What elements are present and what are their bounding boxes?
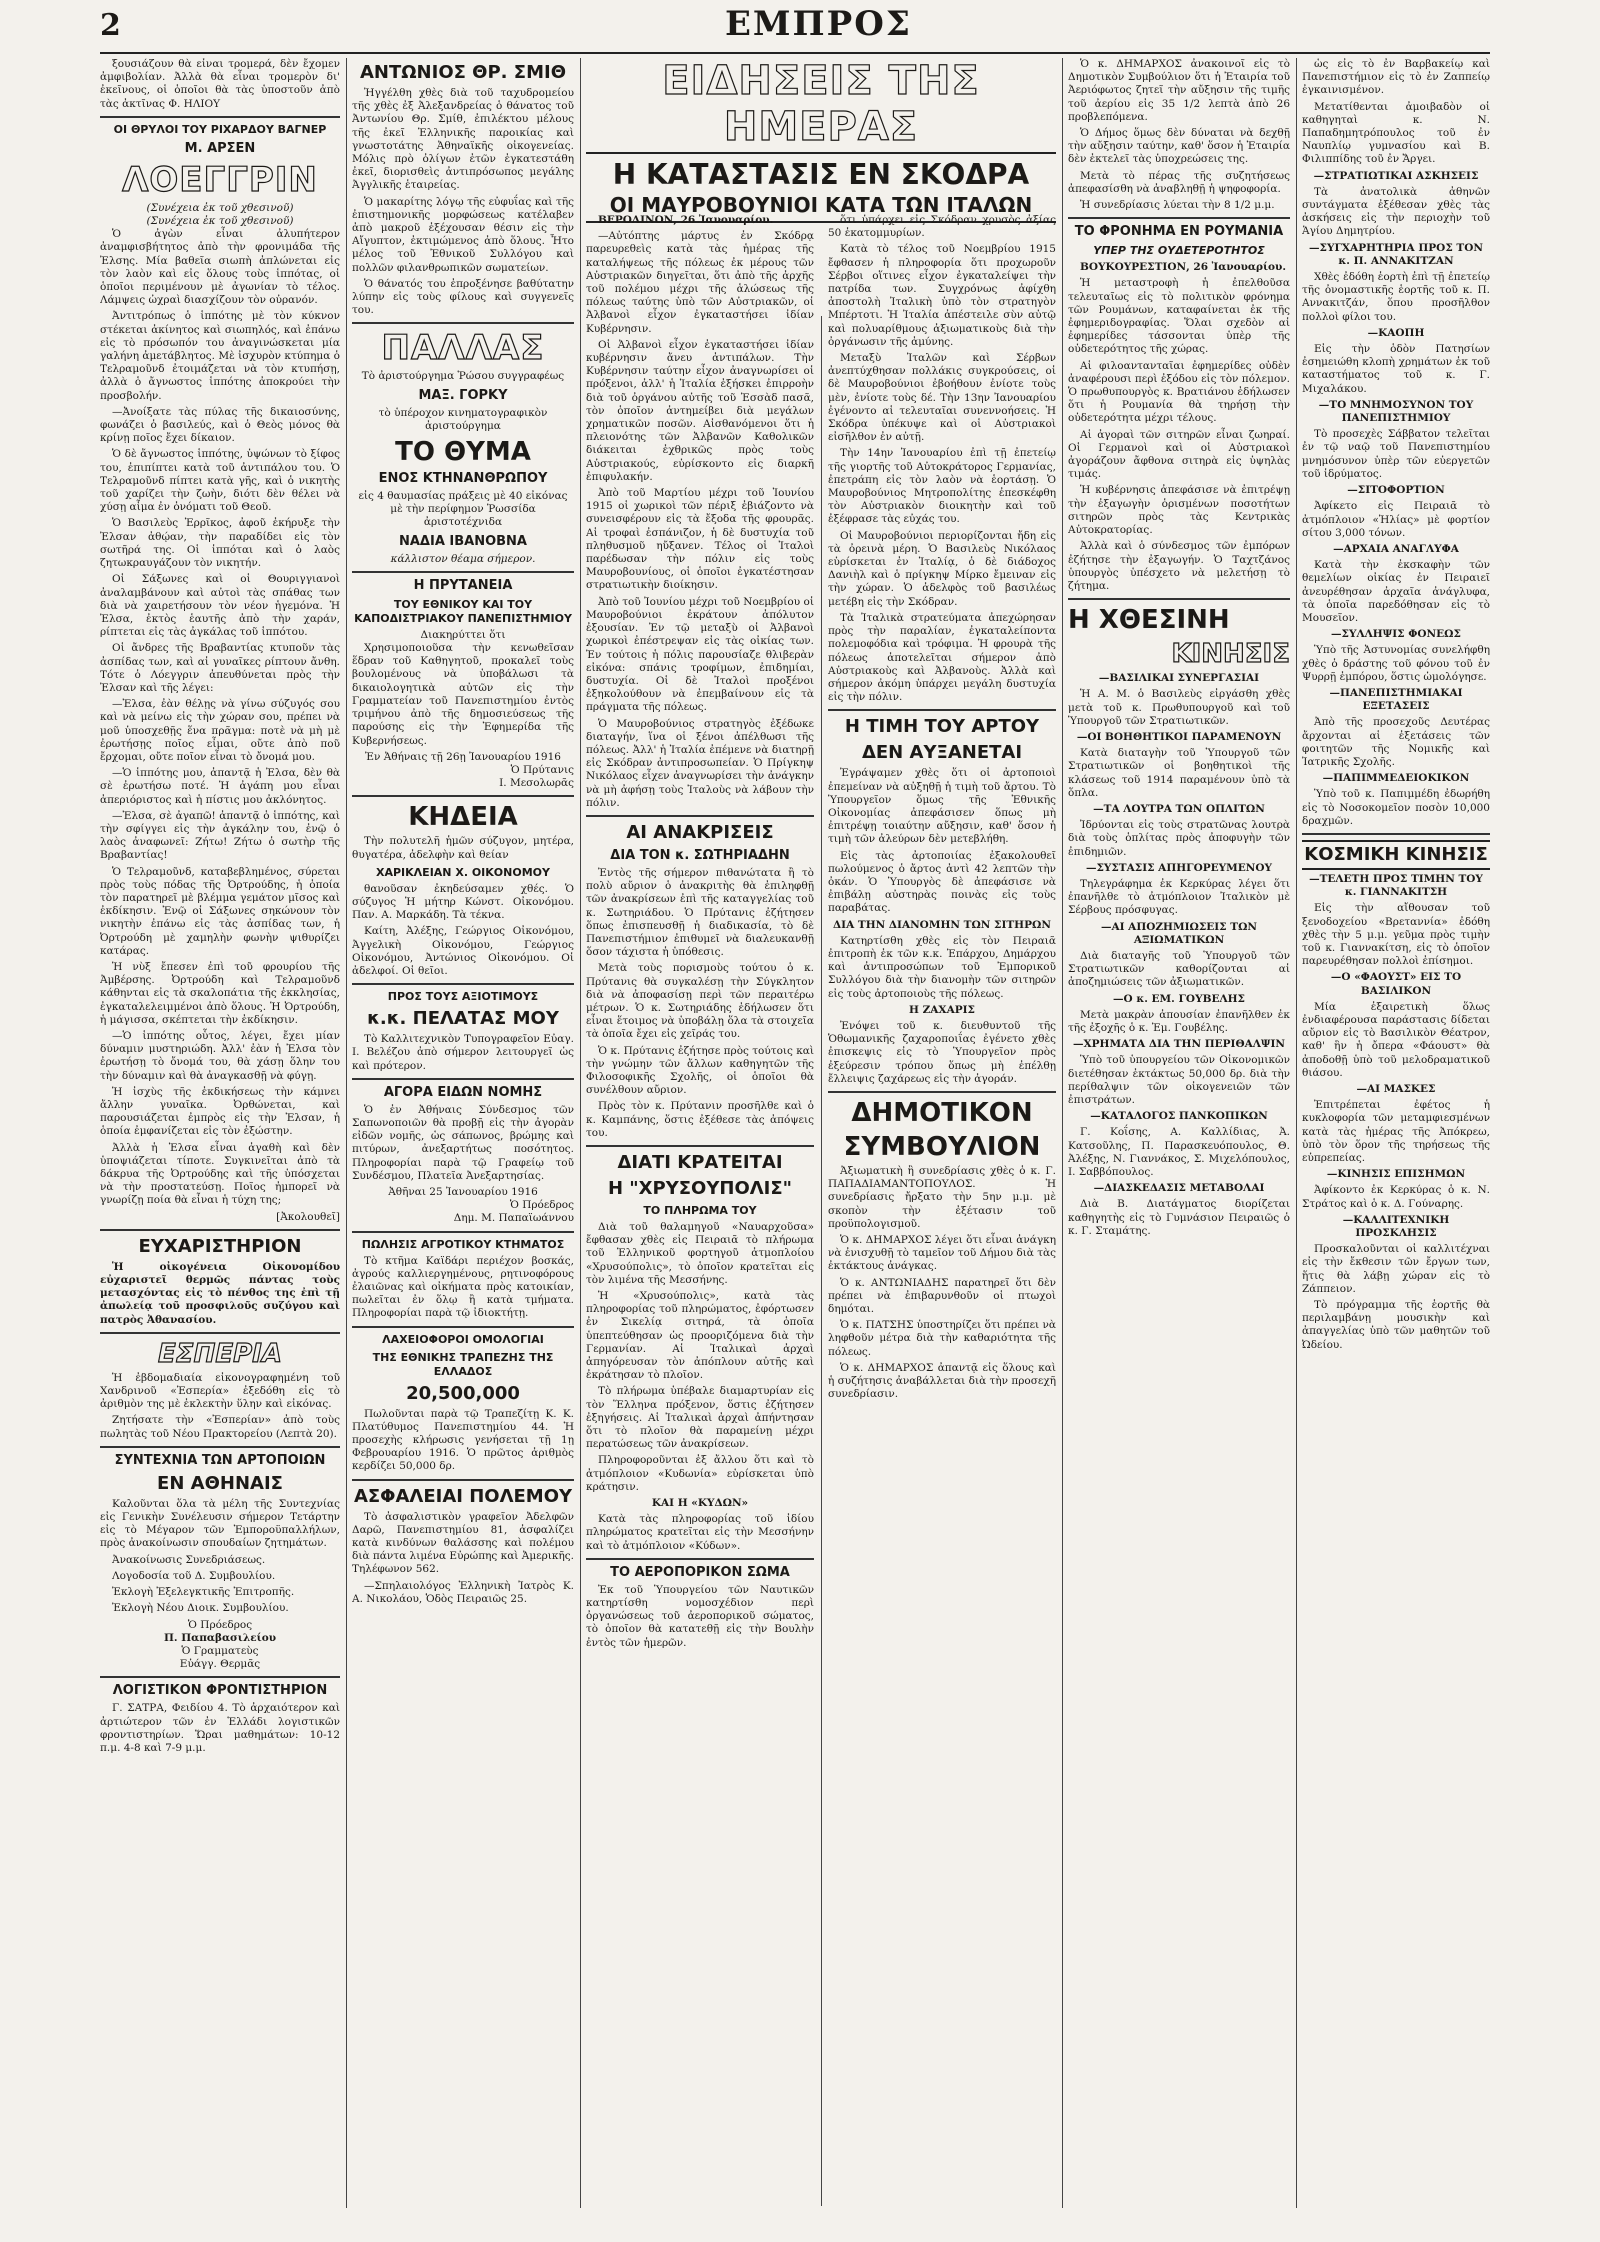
inquiry-title: ΑΙ ΑΝΑΚΡΙΣΕΙΣ <box>626 821 774 843</box>
serial-paragraph: Οἱ ἄνδρες τῆς Βραβαντίας κτυποῦν τὰς ἀσπίδας των, καὶ αἱ γυναῖκες ρίπτουν ἄνθη. Τότε ὁ Λόεγγριν ἀπευθύνεται πρὸς τὴν Ἐλσαν καὶ τῆς λέγει: <box>100 642 340 694</box>
council-text: Ὁ κ. ΔΗΜΑΡΧΟΣ ἀπαντᾷ εἰς ὅλους καὶ ἡ συζήτησις ἀναβάλλεται διὰ τὴν προσεχῆ συνεδρίασιν. <box>828 1361 1056 1401</box>
news-banner: ΕΙΔΗΣΕΙΣ ΤΗΣ ΗΜΕΡΑΣ <box>586 58 1056 154</box>
pallas-title: ΠΑΛΛΑΣ <box>381 328 545 369</box>
romania-dateline: ΒΟΥΚΟΥΡΕΣΤΙΟΝ, 26 Ἰανουαρίου. <box>1080 261 1287 274</box>
news-item-heading: —Ο κ. ΕΜ. ΓΟΥΒΕΛΗΣ <box>1113 992 1245 1005</box>
inquiry-text: Ὁ κ. Πρύτανις ἐζήτησε πρὸς τούτοις καὶ τὴν γνώμην τῶν ἄλλων καθηγητῶν τῆς Φιλοσοφικῆς Σχολῆς, οἱ ὁποῖοι θὰ συνέλθουν αὔριον. <box>586 1044 814 1097</box>
news-item-heading: —ΚΑΤΑΛΟΓΟΣ ΠΑΝΚΟΠΙΚΩΝ <box>1090 1110 1268 1123</box>
divider <box>352 983 574 985</box>
news-item-text: Ἡ Α. Μ. ὁ Βασιλεὺς εἰργάσθη χθὲς μετὰ τοῦ κ. Πρωθυπουργοῦ καὶ τοῦ Ὑπουργοῦ τῶν Στρατιωτικῶν. <box>1068 688 1290 727</box>
news-item-text: Ὑπὸ τῆς Ἀστυνομίας συνελήφθη χθὲς ὁ δράστης τοῦ φόνου τοῦ ἐν Ψυρρῇ ἐμπόρου, ὅστις ὡμολόγησε. <box>1302 644 1490 683</box>
news-paragraph: —Αὐτόπτης μάρτυς ἐν Σκόδρᾳ παρευρεθεὶς κατὰ τὰς ἡμέρας τῆς καταλήψεως τῆς πόλεως ἐκ μέρους τῶν Αὐστριακῶν διηγεῖται, ὅτι ἀπὸ τῆς ἀρχῆς τοῦ πολέμου μέχρι τῆς ἁλώσεως τῆς πόλεως ταύτης ὑπὸ τῶν Αὐστριακῶν, οἱ Ἀλβανοὶ εἶχον ἐγκαταστήσει ἰδίαν Κυβέρνησιν. <box>586 230 814 335</box>
bakers-item: Λογοδοσία τοῦ Δ. Συμβουλίου. <box>112 1569 276 1582</box>
divider <box>828 709 1056 711</box>
divider <box>828 1091 1056 1093</box>
serial-paragraph: —Ἐλσα, ἐὰν θέλῃς νὰ γίνω σύζυγός σου καὶ νὰ μείνω εἰς τὴν χώραν σου, πρέπει νὰ μοῦ ὑποσχεθῇς ἕνα πρᾶγμα: ποτὲ νὰ μὴ μὲ ἐρωτήσῃς ποῖος εἶμαι, οὔτε ἀπὸ ποῦ ἔρχομαι, οὔτε ποῖον εἶναι τὸ ὄνομά μου. <box>100 698 340 763</box>
serial-paragraph: Ὁ Τελραμοῦνδ, καταβεβλημένος, σύρεται πρὸς τοὺς πόδας τῆς Ὀρτρούδης, ἡ ὁποία τὸν παρατηρεῖ μὲ βλέμμα γεμάτον μῖσος καὶ ἐκδίκησιν. Ἐνῷ οἱ Σάξωνες σηκώνουν τὸν νικητὴν ἐπάνω εἰς τὰς ἀσπίδας των, ἡ Ὀρτρούδη μὲ χαμηλὴν φωνὴν ψιθυρίζει κατάρας. <box>100 865 340 957</box>
news-column-a <box>586 208 814 1653</box>
news-item-heading: —ΣΥΓΧΑΡΗΤΗΡΙΑ ΠΡΟΣ ΤΟΝ κ. Π. ΑΝΝΑΚΙΤΖΑΝ <box>1309 241 1483 267</box>
news-paragraph: Οἱ Μαυροβούνιοι περιορίζονται ἤδη εἰς τὰ ὀρεινὰ μέρη. Ὁ Βασιλεὺς Νικόλαος εὑρίσκεται ἐν Ἰταλίᾳ, ὁ δὲ διάδοχος Δανιὴλ καὶ ὁ πρίγκηψ Μίρκο ἔμειναν εἰς τὴν χώραν. Ὁ ἀδελφὸς τοῦ βασιλέως μετέβη εἰς τὴν Σκόδραν. <box>828 529 1056 608</box>
ship-text: Πληροφοροῦνται ἐξ ἄλλου ὅτι καὶ τὸ ἀτμόπλοιον «Κυδωνία» εὑρίσκεται ὑπὸ κράτησιν. <box>586 1454 814 1493</box>
aviation-text: Ἐκ τοῦ Ὑπουργείου τῶν Ναυτικῶν κατηρτίσθη νομοσχέδιον περὶ ὀργανώσεως τοῦ ἀεροπορικοῦ σώματος, τὸ ὁποῖον θὰ κατατεθῇ εἰς τὴν Βουλὴν ἐντὸς τῶν ἡμερῶν. <box>586 1583 814 1649</box>
news-item-text: Διὰ διαταγῆς τοῦ Ὑπουργοῦ τῶν Στρατιωτικῶν καθορίζονται αἱ ἀποζημιώσεις τῶν ἀξιωματικῶν. <box>1068 949 1290 989</box>
society-title: ΚΟΣΜΙΚΗ ΚΙΝΗΣΙΣ <box>1302 840 1490 870</box>
dateline: ΒΕΡΟΛΙΝΟΝ, 26 Ἰανουαρίου. <box>598 214 774 226</box>
ship-text: Τὸ πλήρωμα ὑπέβαλε διαμαρτυρίαν εἰς τὸν Ἕλληνα πρόξενον, ὅστις ἐζήτησεν ἐξηγήσεις. Αἱ Ἰταλικαὶ ἀρχαὶ ἀπήντησαν ὅτι τὸ πλοῖον θὰ παραμείνῃ μέχρι περατώσεως τῶν ἀνακρίσεων. <box>586 1385 814 1451</box>
news-item-heading: —ΣΥΣΤΑΣΙΣ ΑΠΗΓΟΡΕΥΜΕΝΟΥ <box>1085 861 1273 874</box>
obituary-text: Ἠγγέλθη χθὲς διὰ τοῦ ταχυδρομείου τῆς χθὲς ἐξ Ἀλεξανδρείας ὁ θάνατος τοῦ Ἀντωνίου Θρ. Σμίθ, ἐπιλέκτου μέλους τῆς ἐκεῖ Ἑλληνικῆς παροικίας καὶ γνωστοτάτης Ἀθηναϊκῆς οἰκογενείας. Μόλις πρὸ ὀλίγων ἐτῶν ἐγκατεστάθη ἐκεῖ, διορισθεὶς ἀντιπρόσωπος μεγάλης Ἀγγλικῆς ἑταιρείας. <box>352 87 574 192</box>
pallas-author: ΜΑΞ. ΓΟΡΚΥ <box>418 387 508 403</box>
obituary-text: Ὁ μακαρίτης λόγῳ τῆς εὐφυΐας καὶ τῆς ἐπιστημονικῆς μορφώσεως κατέλαβεν ἀπὸ μακροῦ ἐξέχουσαν θέσιν εἰς τὴν Αἴγυπτον, ἐκτιμώμενος ἀπὸ ὅλους. Ἦτο μέλος τοῦ Ἐθνικοῦ Συλλόγου καὶ πολλῶν φιλανθρωπικῶν σωματείων. <box>352 195 574 274</box>
serial-paragraph: Ὁ Βασιλεὺς Ἐρρῖκος, ἀφοῦ ἐκήρυξε τὴν Ἐλσαν ἀθῴαν, τὴν παραδίδει εἰς τὸν σωτῆρά της. Οἱ ἱππόται καὶ ὁ λαὸς ζητωκραυγάζουν τὸν νικητήν. <box>100 517 340 570</box>
romania-text: Ἀλλὰ καὶ ὁ σύνδεσμος τῶν ἐμπόρων ἐζήτησε τὴν ἐξαγωγήν. Ὁ Ταχτζάνος ὑπουργὸς ὑπέσχετο νὰ μελετήσῃ τὸ ζήτημα. <box>1068 540 1290 592</box>
news-item-heading: —ΟΙ ΒΟΗΘΗΤΙΚΟΙ ΠΑΡΑΜΕΝΟΥΝ <box>1076 730 1282 743</box>
main-subhead: ΟΙ ΜΑΥΡΟΒΟΥΝΙΟΙ ΚΑΤΑ ΤΩΝ ΙΤΑΛΩΝ <box>586 192 1056 223</box>
pallas-subtitle: Τὸ ἀριστούργημα Ῥώσου συγγραφέως <box>361 370 565 383</box>
news-item-text: Μία ἐξαιρετικὴ ὅλως ἐνδιαφέρουσα παράστασις δίδεται αὔριον εἰς τὸ Βασιλικὸν Θέατρον, καθ' ἣν ἡ ὄπερα «Φάουστ» θὰ ἀποδοθῇ ὑπὸ τοῦ μελοδραματικοῦ θιάσου. <box>1302 1000 1490 1079</box>
serial-kicker: ΟΙ ΘΡΥΛΟΙ ΤΟΥ ΡΙΧΑΡΔΟΥ ΒΑΓΝΕΡ <box>113 122 327 136</box>
prytaneia-title-2: ΤΟΥ ΕΘΝΙΚΟΥ ΚΑΙ ΤΟΥ ΚΑΠΟΔΙΣΤΡΙΑΚΟΥ ΠΑΝΕΠΙΣΤΗΜΙΟΥ <box>354 597 572 625</box>
news-paragraph: Κατὰ τὸ τέλος τοῦ Νοεμβρίου 1915 ἔφθασεν ἡ πληροφορία ὅτι προχωροῦν Σέρβοι οἵτινες εἶχον ἐγκαταλείψει τὴν πατρίδα των. Συγχρόνως ἀφίχθη ἀποστολὴ Ἰταλικὴ ὑπὸ τὸν στρατηγὸν Μπέρτοτι. Ἡ Ἰταλία ἀπέστειλε σὺν αὐτῷ καὶ πολυαρίθμους ἀξιωματικοὺς διὰ τὴν ὀργάνωσιν τῆς ἀμύνης. <box>828 243 1056 348</box>
thanks-text: Ἡ οἰκογένεια Οἰκονομίδου εὐχαριστεῖ θερμῶς πάντας τοὺς μετασχόντας εἰς τὸ πένθος της ἐπὶ τῇ ἀπωλείᾳ τοῦ προσφιλοῦς συζύγου καὶ πατρὸς Ἀθανασίου. <box>100 1260 340 1326</box>
market-title: ΑΓΟΡΑ ΕΙΔΩΝ ΝΟΜΗΣ <box>383 1084 543 1100</box>
ship-title: ΔΙΑΤΙ ΚΡΑΤΕΙΤΑΙ <box>617 1152 783 1173</box>
pallas-film-title: ΤΟ ΘΥΜΑ <box>395 437 531 468</box>
divider <box>586 815 814 817</box>
news-item-heading: —ΧΡΗΜΑΤΑ ΔΙΑ ΤΗΝ ΠΕΡΙΘΑΛΨΙΝ <box>1073 1038 1285 1051</box>
news-item-heading: —ΑΡΧΑΙΑ ΑΝΑΓΛΥΦΑ <box>1333 542 1459 555</box>
wheat-title: ΔΙΑ ΤΗΝ ΔΙΑΝΟΜΗΝ ΤΩΝ ΣΙΤΗΡΩΝ <box>833 918 1051 931</box>
news-item-heading: —ΣΥΛΛΗΨΙΣ ΦΟΝΕΩΣ <box>1331 628 1461 641</box>
funeral-text: θανοῦσαν ἐκηδεύσαμεν χθές. Ὁ σύζυγος Ἡ μήτηρ Κώνστ. Οἰκονόμου. Παν. Α. Μαρκάδη. Τὰ τέκνα. <box>352 882 574 922</box>
council-cont-text: Ὁ Δήμος ὅμως δὲν δύναται νὰ δεχθῇ τὴν αὔξησιν ταύτην, καθ' ὅσον ἡ Ἐταιρία δὲν ἐκτελεῖ τὰς ὑποχρεώσεις της. <box>1068 127 1290 166</box>
news-item-text: Ὑπὸ τοῦ κ. Παπιμμέδη ἐδωρήθη εἰς τὸ Νοσοκομεῖον ποσὸν 10,000 δραχμῶν. <box>1302 788 1490 827</box>
divider <box>1302 833 1490 835</box>
funeral-text: Καίτη, Ἀλέξης, Γεώργιος Οἰκονόμου, Ἀγγελικὴ Οἰκονόμου, Γεώργιος Οἰκονόμου, Ἀντώνιος Οἰκονόμου. Οἱ ἀδελφοί. Οἱ θεῖοι. <box>352 925 574 977</box>
column-divider <box>346 58 347 2208</box>
council-title: ΔΗΜΟΤΙΚΟΝ <box>851 1097 1033 1128</box>
column-5-text: Μετατίθενται ἀμοιβαδὸν οἱ καθηγηταὶ κ. Ν. Παπαδημητρόπουλος τοῦ ἐν Ναυπλίῳ γυμνασίου καὶ Β. Φιλιππίδης τοῦ ἐν Ἄργει. <box>1302 100 1490 166</box>
bread-title: Η ΤΙΜΗ ΤΟΥ ΑΡΤΟΥ <box>844 716 1040 738</box>
pallas-subtitle-2: τὸ ὑπέροχον κινηματογραφικὸν ἀριστούργημα <box>378 406 548 432</box>
romania-text: Ἡ κυβέρνησις ἀπεφάσισε νὰ ἐπιτρέψῃ τὴν ἐξαγωγὴν ὁρισμένων ποσοτήτων σιτηρῶν πρὸς τὰς Κεντρικὰς Αὐτοκρατορίας. <box>1068 484 1290 537</box>
news-item-heading: —ΚΙΝΗΣΙΣ ΕΠΙΣΗΜΩΝ <box>1326 1168 1466 1181</box>
sugar-text: Ἐνόψει τοῦ κ. διευθυντοῦ τῆς Ὁθωμανικῆς ζαχαροποιΐας ἐγένετο χθὲς ἐπισκεψις εἰς τὸ Ὑπουργεῖον πρὸς ἐξεύρεσιν τρόπου ὅπως μὴ ἐπέλθῃ ἔλλειψις ζαχάρεως εἰς τὴν ἀγοράν. <box>828 1019 1056 1085</box>
news-item-text: Τὸ προσεχὲς Σάββατον τελεῖται ἐν τῷ ναῷ τοῦ Πανεπιστημίου μνημόσυνον ὑπὲρ τῶν εὐεργετῶν τοῦ ἱδρύματος. <box>1302 428 1490 480</box>
ship-text: Διὰ τοῦ θαλαμηγοῦ «Ναυαρχοῦσα» ἔφθασαν χθὲς εἰς Πειραιᾶ τὸ πλήρωμα τοῦ Ἑλληνικοῦ φορτηγοῦ ἀτμοπλοίου «Χρυσούπολις», τὸ ὁποῖον κρατεῖται εἰς τὸν λιμένα τῆς Μεσσήνης. <box>586 1221 814 1286</box>
serial-paragraph: —Ὁ ἱππότης μου, ἀπαντᾷ ἡ Ἐλσα, δὲν θὰ σὲ ἐρωτήσω ποτέ. Ἡ ἀγάπη μου εἶναι ἀπεριόριστος καὶ ἡ πίστις μου ἀκλόνητος. <box>100 767 340 806</box>
ship-title-2: Η "ΧΡΥΣΟΥΠΟΛΙΣ" <box>607 1178 793 1199</box>
bakers-signature: Π. Παπαβασιλείου <box>164 1631 276 1644</box>
news-item-heading: —ΠΑΠΙΜΜΕΔΕΙΟΚΙΚΟΝ <box>1322 772 1470 785</box>
aviation-title: ΤΟ ΑΕΡΟΠΟΡΙΚΟΝ ΣΩΜΑ <box>610 1564 790 1580</box>
news-item-text: Κατὰ διαταγὴν τοῦ Ὑπουργοῦ τῶν Στρατιωτικῶν οἱ βοηθητικοὶ τῆς κλάσεως τοῦ 1914 παραμένουν ὑπὸ τὰ ὅπλα. <box>1068 747 1290 799</box>
news-paragraph: Τὰ Ἰταλικὰ στρατεύματα ἀπεχώρησαν πρὸς τὴν παραλίαν, ἐγκαταλείποντα πολεμοφόδια καὶ τρόφιμα. Ἡ φρουρὰ τῆς πόλεως ἀποτελεῖται σήμερον ἀπὸ Αὐστριακοὺς καὶ Ἀλβανοὺς. Ἀλλὰ καὶ σήμερον ἀκόμη ὑπάρχει μεγάλη δυστυχία εἰς τὴν πόλιν. <box>828 611 1056 704</box>
divider <box>352 795 574 797</box>
divider <box>352 322 574 324</box>
news-paragraph: ὅτι ὑπάρχει εἰς Σκόδραν χρυσὸς ἀξίας 50 ἑκατομμυρίων. <box>828 214 1056 240</box>
news-item-text: Τηλεγράφημα ἐκ Κερκύρας λέγει ὅτι ἐπανῆλθε τὸ ἀτμόπλοιον Ἰταλικὸν μὲ Σέρβους πρόσφυγας. <box>1068 877 1290 917</box>
prytaneia-signature: Ὁ Πρύτανις <box>510 763 574 776</box>
esperia-text: Ἡ ἐβδομαδιαία εἰκονογραφημένη τοῦ Χανδρινοῦ «Ἐσπερία» ἐξεδόθη εἰς τὸ ἀριθμὸν της μὲ ἐκλεκτὴν ὕλην καὶ εἰκόνας. <box>100 1371 340 1411</box>
intro-text: ξουσιάζουν θὰ εἶναι τρομερά, δὲν ἔχομεν ἀμφιβολίαν. Ἀλλὰ θὰ εἶναι τρομερὸν δι' ἐκεῖνους, οἱ ὁποῖοι θὰ τὰς ὑποστοῦν ἀπὸ τὰς ἀκτῖνας Φ. ΗΛΙΟΥ <box>100 58 340 110</box>
news-item-heading: —ΚΑΛΛΙΤΕΧΝΙΚΗ ΠΡΟΣΚΛΗΣΙΣ <box>1342 1213 1450 1240</box>
council-cont-text: Μετὰ τὸ πέρας τῆς συζητήσεως ἀπεφασίσθη νὰ ἀναβληθῇ ἡ ψηφοφορία. <box>1068 169 1290 195</box>
divider <box>352 1231 574 1233</box>
divider <box>100 1446 340 1448</box>
news-paragraph: Τὴν 14ην Ἰανουαρίου ἐπὶ τῇ ἐπετείῳ τῆς γιορτῆς τοῦ Αὐτοκράτορος Γερμανίας, ἐπετράπη εἰς τὸν λαὸν νὰ ἑορτάσῃ. Ὁ Μαυροβούνιος Μητροπολίτης ἐπεσκέφθη τὸν Αὐστριακὸν διοικητὴν καὶ τοῦ ἐξέφρασε τὰς εὐχάς του. <box>828 447 1056 526</box>
clients-title-2: κ.κ. ΠΕΛΑΤΑΣ ΜΟΥ <box>367 1008 559 1030</box>
obituary-title: ΑΝΤΩΝΙΟΣ ΘΡ. ΣΜΙΘ <box>359 62 566 83</box>
council-text: Ὁ κ. ΠΑΤΣΗΣ ὑποστηρίζει ὅτι πρέπει νὰ ληφθοῦν μέτρα διὰ τὴν καθαριότητα τῆς πόλεως. <box>828 1319 1056 1358</box>
romania-text: Ἡ μεταστροφὴ ἡ ἐπελθοῦσα τελευταῖως εἰς τὸ πολιτικὸν φρόνημα τῶν Ρουμάνων, καταφαίνεται ἐκ τῆς ἐφημεριδογραφίας. Ὅλαι σχεδὸν αἱ ἐφημερίδες τάσσονται ὑπὲρ τῆς οὐδετερότητος τῆς χώρας. <box>1068 277 1290 356</box>
news-item-heading: —ΤΑ ΛΟΥΤΡΑ ΤΩΝ ΟΠΛΙΤΩΝ <box>1093 802 1265 815</box>
romania-title: ΤΟ ΦΡΟΝΗΜΑ ΕΝ ΡΟΥΜΑΝΙΑ <box>1074 224 1284 240</box>
bakers-item: Ἀνακοίνωσις Συνεδριάσεως. <box>112 1553 266 1566</box>
news-item-text: Ἀπὸ τῆς προσεχοῦς Δευτέρας ἄρχονται αἱ ἐξετάσεις τῶν φοιτητῶν τῆς Νομικῆς καὶ Ἰατρικῆς Σχολῆς. <box>1302 716 1490 768</box>
pallas-star: ΝΑΔΙΑ ΙΒΑΝΟΒΝΑ <box>398 533 527 549</box>
news-column-b <box>828 208 1056 1404</box>
serial-title: ΛΟΕΓΓΡΙΝ <box>122 159 318 200</box>
bonds-title-2: ΤΗΣ ΕΘΝΙΚΗΣ ΤΡΑΠΕΖΗΣ ΤΗΣ ΕΛΛΑΔΟΣ <box>372 1350 554 1378</box>
column-4 <box>1068 58 1290 2208</box>
serial-continued: (Συνέχεια ἐκ τοῦ χθεσινοῦ) <box>146 201 294 214</box>
thanks-title: ΕΥΧΑΡΙΣΤΗΡΙΟΝ <box>138 1235 302 1257</box>
doctor-text: —Σπηλαιολόγος Ἑλληνικὴ Ἰατρὸς Κ. Α. Νικολάου, Ὁδὸς Πειραιῶς 25. <box>352 1579 574 1605</box>
news-paragraph: Ὁ Μαυροβούνιος στρατηγὸς ἐξέδωκε διαταγήν, ἵνα οἱ ξένοι ἀπέλθωσι τῆς πόλεως. Ἀλλ' ἡ Ἰταλία ἐπέμενε νὰ διατηρῇ εἰς Σκόδραν ἀντιπροσωπείαν. Ὁ Πρίγκηψ Νικόλαος εἶχεν ἀναγνωρίσει τὴν ἀνάγκην νὰ μὴ ἀφήσῃ τοὺς Ἰταλοὺς νὰ λάβουν τὴν πόλιν. <box>586 717 814 809</box>
column-5-text: ὡς εἰς τὸ ἐν Βαρβακείῳ καὶ Πανεπιστήμιον εἰς τὸ ἐν Ζαππείῳ ἐγκαινισμένον. <box>1302 58 1490 97</box>
column-5 <box>1302 58 1490 2208</box>
serial-continued-2: (Συνέχεια ἐκ τοῦ χθεσινοῦ) <box>146 215 294 228</box>
bread-title-2: ΔΕΝ ΑΥΞΑΝΕΤΑΙ <box>861 742 1023 764</box>
column-2 <box>352 58 574 2208</box>
divider <box>352 1326 574 1328</box>
serial-paragraph: Ἀλλὰ ἡ Ἐλσα εἶναι ἀγαθὴ καὶ δὲν ὑποψιάζεται τίποτε. Συγκινεῖται ἀπὸ τὰ δάκρυα τῆς Ὀρτρούδης καὶ τῆς ὑπόσχεται νὰ τὴν προστατεύσῃ. Ποῖος ἠμπορεῖ νὰ γνωρίζῃ ποία θὰ εἶναι ἡ τύχη της; <box>100 1141 340 1207</box>
estate-title: ΠΩΛΗΣΙΣ ΑΓΡΟΤΙΚΟΥ ΚΤΗΜΑΤΟΣ <box>361 1237 565 1251</box>
council-text: Ἀξιωματικὴ ἢ συνεδρίασις χθὲς ὁ κ. Γ. ΠΑΠΑΔΙΑΜΑΝΤΟΠΟΥΛΟΣ. Ἡ συνεδρίασις ἤρξατο τὴν 5ην μ.μ. μὲ σκοπὸν τὴν ἐξέτασιν τοῦ προϋπολογισμοῦ. <box>828 1164 1056 1230</box>
ship-subhead: ΚΑΙ Η «ΚΥΔΩΝ» <box>651 1497 749 1510</box>
news-paragraph: Ἀπὸ τοῦ Ἰουνίου μέχρι τοῦ Νοεμβρίου οἱ Μαυροβούνιοι ἐκράτουν ἀπόλυτον ἐξουσίαν. Ἐν τῷ μεταξὺ οἱ Ἀλβανοὶ χωρικοὶ ἐπέστρεψαν εἰς τὰς οἰκίας των. Ἐν τούτοις ἡ πόλις παρουσίαζε θλιβερὰν εἰκόνα: σπάνις τροφίμων, ἐπιδημίαι, δυστυχία. Οἱ δὲ Ἰταλοὶ προξένοι ἐξηκολούθουν νὰ ἐπεμβαίνουν εἰς τὰ πράγματα τῆς πόλεως. <box>586 595 814 714</box>
bakers-item: Ἐκλογὴ Νέου Διοικ. Συμβουλίου. <box>112 1602 289 1615</box>
bonds-title: ΛΑΧΕΙΟΦΟΡΟΙ ΟΜΟΛΟΓΙΑΙ <box>382 1332 544 1346</box>
serial-paragraph: Ἡ νὺξ ἔπεσεν ἐπὶ τοῦ φρουρίου τῆς Ἀμβέρσης. Ὀρτρούδη καὶ Τελραμοῦνδ κάθηνται εἰς τὰ σκαλοπάτια τῆς ἐκκλησίας, ἐγκαταλελειμμένοι ἀπὸ ὅλους. Ἡ Ὀρτρούδη, ἡ μάγισσα, σκέπτεται τὴν ἐκδίκησιν. <box>100 960 340 1026</box>
news-item-heading: —ΤΕΛΕΤΗ ΠΡΟΣ ΤΙΜΗΝ ΤΟΥ κ. ΓΙΑΝΝΑΚΙΤΣΗ <box>1309 872 1483 899</box>
bakers-signature: Ὁ Πρόεδρος <box>187 1618 253 1631</box>
ship-text: Ἡ «Χρυσούπολις», κατὰ τὰς πληροφορίας τοῦ πληρώματος, ἐφόρτωσεν ἐν Σικελίᾳ σιτηρά, τὰ ὁποῖα ὑπεπτεύθησαν ὡς προοριζόμενα διὰ τὴν Γερμανίαν. Αἱ Ἰταλικαὶ ἀρχαὶ ἀπηγόρευσαν τὸν ἀπόπλουν αὐτῆς καὶ ἐκράτησαν τὸ πλοῖον. <box>586 1290 814 1382</box>
prytaneia-signature: Ι. Μεσολωρᾶς <box>499 777 574 790</box>
serial-paragraph: Ὁ δὲ ἄγνωστος ἱππότης, ὑψώνων τὸ ξίφος του, ἐπιπίπτει κατὰ τοῦ ἀντιπάλου του. Ὁ Τελραμοῦνδ πίπτει κατὰ γῆς, καὶ ὁ νικητὴς τοῦ χαρίζει τὴν ζωὴν, διότι δὲν θέλει νὰ χύσῃ αἷμα ἐν ὀνόματι τοῦ Θεοῦ. <box>100 448 340 514</box>
news-item-text: Ὑπὸ τοῦ ὑπουργείου τῶν Οἰκονομικῶν διετέθησαν ἐκτάκτως 50,000 δρ. διὰ τὴν περίθαλψιν τῶν οἰκογενειῶν τῶν ἐπιστράτων. <box>1068 1054 1290 1106</box>
news-item-heading: —ΔΙΑΣΚΕΔΑΣΙΣ ΜΕΤΑΒΟΛΑΙ <box>1093 1182 1265 1195</box>
column-divider <box>1062 58 1063 2208</box>
council-title-2: ΣΥΜΒΟΥΛΙΟΝ <box>843 1131 1041 1162</box>
council-cont-text: Ὁ κ. ΔΗΜΑΡΧΟΣ ἀνακοινοῖ εἰς τὸ Δημοτικὸν Συμβούλιον ὅτι ἡ Ἐταιρία τοῦ Ἀεριόφωτος ζητεῖ τὴν αὔξησιν τῆς τιμῆς τοῦ ἀερίου εἰς 35 1/2 λεπτὰ ἀπὸ 26 προβλεπόμενα. <box>1068 58 1290 123</box>
news-item-heading: —ΠΑΝΕΠΙΣΤΗΜΙΑΚΑΙ ΕΞΕΤΑΣΕΙΣ <box>1329 686 1463 713</box>
serial-paragraph: Οἱ Σάξωνες καὶ οἱ Θουριγγιανοὶ ἀναλαμβάνουν καὶ αὐτοὶ τὰς σπάθας των διὰ νὰ χαιρετήσουν τὸν νέον ἡγεμόνα. Ἡ Ἐλσα, ἐκτὸς ἑαυτῆς ἀπὸ τὴν χαράν, ρίπτεται εἰς τὰς ἀγκάλας τοῦ ἱππότου. <box>100 573 340 639</box>
column-1 <box>100 58 340 2208</box>
column-divider <box>1296 58 1297 2208</box>
inquiry-text: Μετὰ τοὺς πορισμοὺς τούτου ὁ κ. Πρύτανις θὰ συγκαλέσῃ τὴν Σύγκλητον διὰ νὰ ἀποφασίσῃ περὶ τῶν περαιτέρω μέτρων. Ὁ κ. Σωτηριάδης ἐδήλωσεν ὅτι εἶναι ἕτοιμος νὰ ὑποβάλῃ ὅλα τὰ στοιχεῖα τὰ ὁποῖα ἔχει εἰς χεῖράς του. <box>586 962 814 1041</box>
esperia-line: Ζητήσατε τὴν «Ἐσπερίαν» ἀπὸ τοὺς πωλητὰς τοῦ Νέου Πρακτορείου (Λεπτὰ 20). <box>100 1414 340 1440</box>
pallas-film-title-2: ΕΝΟΣ ΚΤΗΝΑΝΘΡΩΠΟΥ <box>378 471 548 487</box>
news-item-text: Προσκαλοῦνται οἱ καλλιτέχναι εἰς τὴν ἔκθεσιν τῶν ἔργων των, ἥτις θὰ λάβῃ χώραν εἰς τὸ Ζάππειον. <box>1302 1243 1490 1295</box>
serial-paragraph: Ἡ ἰσχὺς τῆς ἐκδικήσεως τὴν κάμνει ἄλλην γυναῖκα. Ὀρθώνεται, καὶ παρουσιάζεται ἐμπρὸς εἰς τὴν Ἐλσαν, ἡ ὁποία ἐμφανίζεται εἰς τὸν ἐξώστην. <box>100 1085 340 1138</box>
divider <box>100 116 340 118</box>
divider <box>100 1229 340 1231</box>
sugar-title: Η ΖΑΧΑΡΙΣ <box>909 1003 975 1016</box>
war-insurance-text: Τὸ ἀσφαλιστικὸν γραφεῖον Ἀδελφῶν Δαρῶ, Πανεπιστημίου 81, ἀσφαλίζει κατὰ κινδύνων θαλάσσης καὶ πολέμου διὰ πάντα λιμένα Εὐρώπης καὶ Ἀμερικῆς. Τηλέφωνον 562. <box>352 1510 574 1576</box>
divider <box>100 1676 340 1678</box>
divider <box>352 1078 574 1080</box>
bread-text: Ἐγράψαμεν χθὲς ὅτι οἱ ἀρτοποιοὶ ἐπεμείναν νὰ αὐξηθῇ ἡ τιμὴ τοῦ ἄρτου. Τὸ Ὑπουργεῖον ὅμως τῆς Ἐθνικῆς Οἰκονομίας ἀπεφάσισεν ὅπως μὴ ἐπιτρέψῃ τοιαύτην αὔξησιν, καθ' ὅσον ἡ τιμὴ τῶν ἀλεύρων δὲν μετεβλήθη. <box>828 767 1056 846</box>
news-paragraph: Οἱ Ἀλβανοὶ εἶχον ἐγκαταστήσει ἰδίαν κυβέρνησιν ἄνευ ἀντιπάλων. Τὴν Κυβέρνησιν ταύτην εἶχον ἀναγνωρίσει οἱ πρόξενοι, ἀλλ' ἡ Ἰταλία ἐξήσκει ἐπιρροὴν διὰ τοῦ ὀργάνου αὐτῆς τοῦ Ἐσσὰδ πασᾶ, τὸν ὁποῖον ἀντημείβει διὰ μεγάλων χρηματικῶν ποσῶν. Αἰσθανόμενοι ὅτι ἡ πλειονότης τῶν Ἀλβανῶν Καθολικῶν διάκειται ἐχθρικῶς πρὸς τοὺς Αὐστριακούς, εὐρίσκοντο εἰς διαρκῆ ἐπιφυλακήν. <box>586 338 814 483</box>
war-insurance-title: ΑΣΦΑΛΕΙΑΙ ΠΟΛΕΜΟΥ <box>353 1485 573 1507</box>
bakers-item: Ἐκλογὴ Ἐξελεγκτικῆς Ἐπιτροπῆς. <box>112 1586 295 1599</box>
prytaneia-date: Ἐν Ἀθήναις τῇ 26ῃ Ἰανουαρίου 1916 <box>365 750 561 763</box>
news-item-text: Εἰς τὴν αἴθουσαν τοῦ ξενοδοχείου «Βρεταννία» ἐδόθη χθὲς τὴν 5 μ.μ. γεῦμα πρὸς τιμὴν τοῦ κ. Γιαννακίτση, εἰς τὸ ὁποῖον παρευρέθησαν πολλοὶ ἐπίσημοι. <box>1302 902 1490 968</box>
bakers-signature: Ὁ Γραμματεὺς <box>181 1644 259 1657</box>
news-item-text: Μετὰ μακρὰν ἀπουσίαν ἐπανῆλθεν ἐκ τῆς ἐξοχῆς ὁ κ. Ἐμ. Γουβέλης. <box>1068 1008 1290 1034</box>
divider <box>352 571 574 573</box>
funeral-text: Τὴν πολυτελῆ ἡμῶν σύζυγον, μητέρα, θυγατέρα, ἀδελφὴν καὶ θείαν <box>352 835 574 861</box>
column-3-news <box>586 58 1056 2208</box>
pallas-end: κάλλιστον θέαμα σήμερον. <box>390 552 536 565</box>
news-paragraph: Μεταξὺ Ἰταλῶν καὶ Σέρβων ἀνεπτύχθησαν πολλάκις συγκρούσεις, οἱ δὲ Μαυροβούνιοι ἐβοήθουν ἐνίοτε τοὺς μὲν, ἐνίοτε τοὺς δέ. Τὴν 13ην Ἰανουαρίου ἐγένοντο αἱ τελευταῖαι συνεννοήσεις. Ἡ Σκόδρα ὑπέκυψε καὶ οἱ Αὐστριακοὶ εἰσῆλθον ἐν αὐτῇ. <box>828 352 1056 444</box>
romania-text: Αἱ φιλοαντανταῖαι ἐφημερίδες οὐδὲν ἀναφέρουσι περὶ ἐξόδου εἰς τὸν πόλεμον. Ὁ πρωθυπουργὸς κ. Βρατιάνου ἐδήλωσεν ὅτι ἡ Ρουμανία θὰ τηρήσῃ τὴν οὐδετερότητα μέχρι τέλους. <box>1068 359 1290 425</box>
bakers-signature: Εὐάγγ. Θερμᾶς <box>179 1658 261 1671</box>
news-item-heading: —ΚΑΟΠΗ <box>1367 326 1425 339</box>
market-date: Ἀθῆναι 25 Ἰανουαρίου 1916 <box>388 1185 538 1198</box>
serial-paragraph: Ὁ ἀγὼν εἶναι ἀλυπήτερον ἀναμφισβήτητος ἀπὸ τὴν φρονιμάδα τῆς Ἐλσης. Μία βαθεῖα σιωπὴ ἀπλώνεται εἰς τὸν λαὸν καὶ εἰς ὅλους τοὺς ἱππότας, οἱ ὁποῖοι περιμένουν μὲ ἀγωνίαν τὸ τέλος. Λάμψεις ὠχραὶ διασχίζουν τὸν οὐρανόν. <box>100 228 340 307</box>
news-item-heading: —ΣΤΡΑΤΙΩΤΙΚΑΙ ΑΣΚΗΣΕΙΣ <box>1313 169 1479 182</box>
inquiry-title-2: ΔΙΑ ΤΟΝ κ. ΣΩΤΗΡΙΑΔΗΝ <box>610 847 790 863</box>
news-item-heading: —ΑΙ ΜΑΣΚΕΣ <box>1356 1083 1436 1096</box>
divider <box>586 1145 814 1147</box>
clients-text: Τὸ Καλλιτεχνικὸν Τυπογραφεῖον Εὐαγ. Ι. Βελέζου ἀπὸ σήμερον λειτουργεῖ ὡς καὶ πρότερον. <box>352 1033 574 1072</box>
divider <box>100 1332 340 1334</box>
yesterday-title-2: ΚΙΝΗΣΙΣ <box>1171 639 1290 670</box>
prytaneia-subtitle: Διακηρύττει ὅτι <box>420 628 506 641</box>
news-item-text: Τὸ πρόγραμμα τῆς ἑορτῆς θὰ περιλαμβάνῃ μουσικὴν καὶ ἀπαγγελίας ὑπὸ τῶν μαθητῶν τοῦ Ὠδείου. <box>1302 1299 1490 1351</box>
masthead: ΕΜΠΡΟΣ <box>725 4 912 44</box>
council-text: Ὁ κ. ΑΝΤΩΝΙΑΔΗΣ παρατηρεῖ ὅτι δὲν πρέπει νὰ ἐπιβαρυνθοῦν οἱ πτωχοὶ δημόται. <box>828 1276 1056 1316</box>
bakers-title: ΣΥΝΤΕΧΝΙΑ ΤΩΝ ΑΡΤΟΠΟΙΩΝ <box>114 1452 326 1468</box>
ship-title-3: ΤΟ ΠΛΗΡΩΜΑ ΤΟΥ <box>643 1204 757 1217</box>
news-item-text: Κατὰ τὴν ἐκσκαφὴν τῶν θεμελίων οἰκίας ἐν Πειραιεῖ ἀνευρέθησαν ἀρχαῖα ἀνάγλυφα, τὰ ὁποῖα παρεδόθησαν εἰς τὸ Μουσεῖον. <box>1302 559 1490 624</box>
romania-text: Αἱ ἀγοραὶ τῶν σιτηρῶν εἶναι ζωηραί. Οἱ Γερμανοὶ καὶ οἱ Αὐστριακοὶ ἀγοράζουν ἄφθονα σιτηρὰ εἰς ὑψηλὰς τιμάς. <box>1068 428 1290 481</box>
news-item-text: Τὰ ἀνατολικὰ ἀθηνῶν συντάγματα ἐξέθεσαν χθὲς τὰς ἀσκήσεις εἰς τὴν περιοχὴν τοῦ Ἁγίου Δημητρίου. <box>1302 185 1490 238</box>
serial-paragraph: Ἀντιτρόπως ὁ ἱππότης μὲ τὸν κύκνον στέκεται ἀκίνητος καὶ σιωπηλός, καὶ ἐπάνω εἰς τὸ πρόσωπόν του ἀναγινώσκεται μία γαλήνη ἀμετάβλητος. Μὲ ἰσχυρὸν κτύπημα ὁ Τελραμοῦνδ ἐτοιμάζεται νὰ τὸν κτυπήσῃ, ἀλλὰ ὁ ἄγνωστος ἱππότης ἀποκρούει τὴν προσβολήν. <box>100 310 340 402</box>
clients-title: ΠΡΟΣ ΤΟΥΣ ΑΞΙΟΤΙΜΟΥΣ <box>387 990 539 1004</box>
news-item-heading: —ΤΟ ΜΝΗΜΟΣΥΝΟΝ ΤΟΥ ΠΑΝΕΠΙΣΤΗΜΙΟΥ <box>1318 398 1474 425</box>
news-item-text: Ἀφίκοντο ἐκ Κερκύρας ὁ κ. Ν. Στράτος καὶ ὁ κ. Δ. Γούναρης. <box>1302 1184 1490 1210</box>
market-signature: Δημ. Μ. Παπαϊωάννου <box>453 1212 574 1225</box>
accounting-title: ΛΟΓΙΣΤΙΚΟΝ ΦΡΟΝΤΙΣΤΗΡΙΟΝ <box>112 1683 328 1699</box>
inquiry-text: Πρὸς τὸν κ. Πρύτανιν προσῆλθε καὶ ὁ κ. Καμπάνης, ὅστις ἐξέθεσε τὰς ἀπόψεις του. <box>586 1100 814 1139</box>
serial-continues: [Ἀκολουθεῖ] <box>276 1210 340 1223</box>
news-item-heading: —ΣΙΤΟΦΟΡΤΙΟΝ <box>1347 484 1445 497</box>
ship-end-text: Κατὰ τὰς πληροφορίας τοῦ ἰδίου πληρώματος κρατεῖται εἰς τὴν Μεσσήνην καὶ τὸ ἀτμόπλοιον «Κύδων». <box>586 1513 814 1552</box>
council-text: Ὁ κ. ΔΗΜΑΡΧΟΣ λέγει ὅτι εἶναι ἀνάγκη νὰ ἐνισχυθῇ τὸ ταμεῖον τοῦ Δήμου διὰ τὰς ἐκτάκτους ἀνάγκας. <box>828 1234 1056 1273</box>
header-rule <box>100 52 1490 54</box>
estate-text: Τὸ κτῆμα Καϊδάρι περιέχον βοσκάς, ἀγρούς καλλιεργημένους, ρητινοφόρους ἐλαιῶνας καὶ οἰκήματα πρὸς κατοικίαν, πωλεῖται ἐν ὅλῳ ἢ κατὰ τμήματα. Πληροφορίαι παρὰ τῷ ἰδιοκτήτῃ. <box>352 1254 574 1320</box>
wheat-text: Κατηρτίσθη χθὲς εἰς τὸν Πειραιᾶ ἐπιτροπὴ ἐκ τῶν κ.κ. Ἐπάρχου, Δημάρχου καὶ ἀντιπροσώπων τοῦ Ἐμπορικοῦ Συλλόγου διὰ τὴν διανομὴν τῶν σιτηρῶν εἰς τοὺς ἀρτοποιοὺς τῆς πόλεως. <box>828 934 1056 1000</box>
divider <box>1068 598 1290 600</box>
page-number: 2 <box>100 8 121 43</box>
prytaneia-title: Η ΠΡΥΤΑΝΕΙΑ <box>413 577 513 593</box>
news-item-text: Εἰς τὴν ὁδὸν Πατησίων ἐσημειώθη κλοπὴ χρημάτων ἐκ τοῦ καταστήματος τοῦ κ. Γ. Μιχαλάκου. <box>1302 343 1490 395</box>
inquiry-text: Ἐντὸς τῆς σήμερον πιθανώτατα ἢ τὸ πολὺ αὔριον ὁ ἀνακριτὴς θὰ ἐπιληφθῇ τῶν ἀνακρίσεων ἐπὶ τῆς καταγγελίας τοῦ κ. Σωτηριάδου. Ὁ Πρύτανις ἐζήτησεν ὅπως ἐπισπευσθῇ ἡ διαδικασία, τὸ δὲ Πανεπιστήμιον ἐπιθυμεῖ νὰ διαλευκανθῇ ὅσον τάχιστα ἡ ὑπόθεσις. <box>586 866 814 959</box>
serial-paragraph: —Ἐλσα, σὲ ἀγαπῶ! ἀπαντᾷ ὁ ἱππότης, καὶ τὴν σφίγγει εἰς τὴν ἀγκάλην του, ἐνῷ ὁ λαὸς ἀναφωνεῖ: Ζήτω! Ζήτω ὁ σωτὴρ τῆς Βραβαντίας! <box>100 809 340 862</box>
obituary-text: Ὁ θάνατός του ἐπροξένησε βαθύτατην λύπην εἰς τοὺς φίλους καὶ συγγενεῖς του. <box>352 277 574 317</box>
bonds-amount: 20,500,000 <box>406 1382 520 1404</box>
divider <box>352 1479 574 1481</box>
funeral-name: ΧΑΡΙΚΛΕΙΑΝ Χ. ΟΙΚΟΝΟΜΟΥ <box>376 865 550 879</box>
main-headline: Η ΚΑΤΑΣΤΑΣΙΣ ΕΝ ΣΚΟΔΡΑ <box>612 158 1030 191</box>
bakers-title-2: ΕΝ ΑΘΗΝΑΙΣ <box>157 1472 283 1494</box>
news-item-heading: —ΑΙ ΑΠΟΖΗΜΙΩΣΕΙΣ ΤΩΝ ΑΞΙΩΜΑΤΙΚΩΝ <box>1100 920 1258 946</box>
bonds-text: Πωλοῦνται παρὰ τῷ Τραπεζίτῃ Κ. Κ. Πλατύθυμος Πανεπιστημίου 44. Ἡ προσεχὴς κλήρωσις γενήσεται τῇ 1ῃ Φεβρουαρίου 1916. Ὁ πρῶτος ἀριθμὸς κερδίζει 50,000 δρ. <box>352 1407 574 1473</box>
council-cont-text: Ἡ συνεδρίασις λύεται τὴν 8 1/2 μ.μ. <box>1080 199 1275 212</box>
market-text: Ὁ ἐν Ἀθήναις Σύνδεσμος τῶν Σαπωνοποιῶν θὰ προβῇ εἰς τὴν ἀγορὰν εἰδῶν νομῆς, ὡς σάπωνος, βρώμης καὶ πιτύρων, ἀνεξαρτήτως ποσότητος. Πληροφορίαι παρὰ τῷ Γραφείῳ τοῦ Συνδέσμου, Πλατεῖα Ἀνεξαρτησίας. <box>352 1103 574 1182</box>
esperia-title: ΕΣΠΕΡΙΑ <box>158 1338 282 1369</box>
news-paragraph: Ἀπὸ τοῦ Μαρτίου μέχρι τοῦ Ἰουνίου 1915 οἱ χωρικοὶ τῶν πέριξ ἐβιάζοντο νὰ συνεισφέρουν εἰς τὰ ἔξοδα τῆς φρουρᾶς. Αἱ τροφαὶ ἐσπάνιζον, ἡ δὲ δυστυχία τοῦ πληθυσμοῦ ηὔξανεν. Τέλος οἱ Ἰταλοὶ παρέδωσαν τὴν πόλιν εἰς τοὺς Μαυροβουνίους, οἱ ὁποῖοι ἐγκατέστησαν στρατιωτικὴν διοίκησιν. <box>586 487 814 592</box>
divider <box>586 1558 814 1560</box>
romania-title-2: ΥΠΕΡ ΤΗΣ ΟΥΔΕΤΕΡΟΤΗΤΟΣ <box>1093 244 1265 258</box>
bread-text: Εἰς τὰς ἀρτοποιίας ἐξακολουθεῖ πωλούμενος ὁ ἄρτος ἀντὶ 42 λεπτῶν τὴν ὀκάν. Ὁ Ὑπουργὸς δὲ ἀπεφάσισε νὰ ἐπιβάλῃ αὐστηρὰς ποινὰς εἰς τοὺς παραβάτας. <box>828 849 1056 915</box>
news-item-text: Διὰ Β. Διατάγματος διορίζεται καθηγητὴς εἰς τὸ Γυμνάσιον Πειραιῶς ὁ κ. Γ. Σταμάτης. <box>1068 1198 1290 1237</box>
news-item-text: Ἀφίκετο εἰς Πειραιᾶ τὸ ἀτμόπλοιον «Ἠλίας» μὲ φορτίον σίτου 3,000 τόνων. <box>1302 500 1490 539</box>
accounting-text: Γ. ΣΑΤΡΑ, Φειδίου 4. Τὸ ἀρχαιότερον καὶ ἀρτιώτερον τῶν ἐν Ἑλλάδι λογιστικῶν φροντιστηρίων. Ὥραι μαθημάτων: 10-12 π.μ. 4-8 καὶ 7-9 μ.μ. <box>100 1702 340 1754</box>
news-item-text: Ἐπιτρέπεται ἐφέτος ἡ κυκλοφορία τῶν μεταμφιεσμένων κατὰ τὰς ἡμέρας τῆς Ἀπόκρεω, ὑπὸ τὸν ὅρον τῆς τηρήσεως τῆς εὐπρεπείας. <box>1302 1099 1490 1165</box>
column-divider <box>580 58 581 2208</box>
inner-column-divider <box>821 316 822 2206</box>
market-signature: Ὁ Πρόεδρος <box>509 1199 574 1212</box>
serial-paragraph: —Ὁ ἱππότης οὗτος, λέγει, ἔχει μίαν δύναμιν μυστηριώδη. Ἀλλ' ἐὰν ἡ Ἐλσα τὸν ἐρωτήσῃ τὸ ὄνομά του, θὰ χάσῃ ὅλην του τὴν δύναμιν καὶ θὰ ἀναγκασθῇ νὰ φύγῃ. <box>100 1030 340 1082</box>
news-item-text: Ἰδρύονται εἰς τοὺς στρατῶνας λουτρὰ διὰ τοὺς ὁπλίτας πρὸς ἀποφυγὴν τῶν ἐπιδημιῶν. <box>1068 819 1290 858</box>
funeral-title: ΚΗΔΕΙΑ <box>408 802 518 833</box>
pallas-text: εἰς 4 θαυμασίας πράξεις μὲ 40 εἰκόνας μὲ τὴν περίφημον Ῥωσσίδα ἀριστοτέχνιδα <box>358 490 568 529</box>
serial-paragraph: —Ἀνοίξατε τὰς πύλας τῆς δικαιοσύνης, φωνάζει ὁ βασιλεύς, καὶ ὁ Θεὸς μόνος θὰ κρίνῃ ποῖος ἔχει δίκαιον. <box>100 405 340 445</box>
news-item-heading: —ΒΑΣΙΛΙΚΑΙ ΣΥΝΕΡΓΑΣΙΑΙ <box>1098 672 1260 685</box>
prytaneia-text: Χρησιμοποιοῦσα τὴν κενωθεῖσαν ἕδραν τοῦ Καθηγητοῦ, προκαλεῖ τοὺς βουλομένους νὰ ὑποβάλωσι τὰ δικαιολογητικὰ αὐτῶν εἰς τὴν Γραμματείαν τοῦ Πανεπιστημίου ἐντὸς τριμήνου ἀπὸ τῆς δημοσιεύσεως τῆς παρούσης εἰς τὴν Ἐφημερίδα τῆς Κυβερνήσεως. <box>352 642 574 747</box>
divider <box>1068 217 1290 219</box>
yesterday-title: Η ΧΘΕΣΙΝΗ <box>1068 605 1230 636</box>
serial-author: Μ. ΑΡΣΕΝ <box>184 140 256 156</box>
bakers-text: Καλοῦνται ὅλα τὰ μέλη τῆς Συντεχνίας εἰς Γενικὴν Συνέλευσιν σήμερον Τετάρτην εἰς τὸ Μέγαρον τῶν Ἐμποροϋπαλλήλων, πρὸς ἀνακοίνωσιν σπουδαίων ζητημάτων. <box>100 1497 340 1550</box>
news-item-text: Γ. Κοΐσης, Α. Καλλίδιας, Ἀ. Κατσοῦλης, Π. Παρασκευόπουλος, Θ. Ἀλέξης, Ν. Γιαννάκος, Σ. Μιχελόπουλος, Ι. Σαββόπουλος. <box>1068 1126 1290 1179</box>
news-item-text: Χθὲς ἐδόθη ἑορτὴ ἐπὶ τῇ ἐπετείῳ τῆς ὀνομαστικῆς ἑορτῆς τοῦ κ. Π. Αννακιτζάν, ὅπου προσῆλθον πολλοὶ φίλοι του. <box>1302 271 1490 323</box>
news-item-heading: —Ο «ΦΑΟΥΣΤ» ΕΙΣ ΤΟ ΒΑΣΙΛΙΚΟΝ <box>1330 971 1462 997</box>
